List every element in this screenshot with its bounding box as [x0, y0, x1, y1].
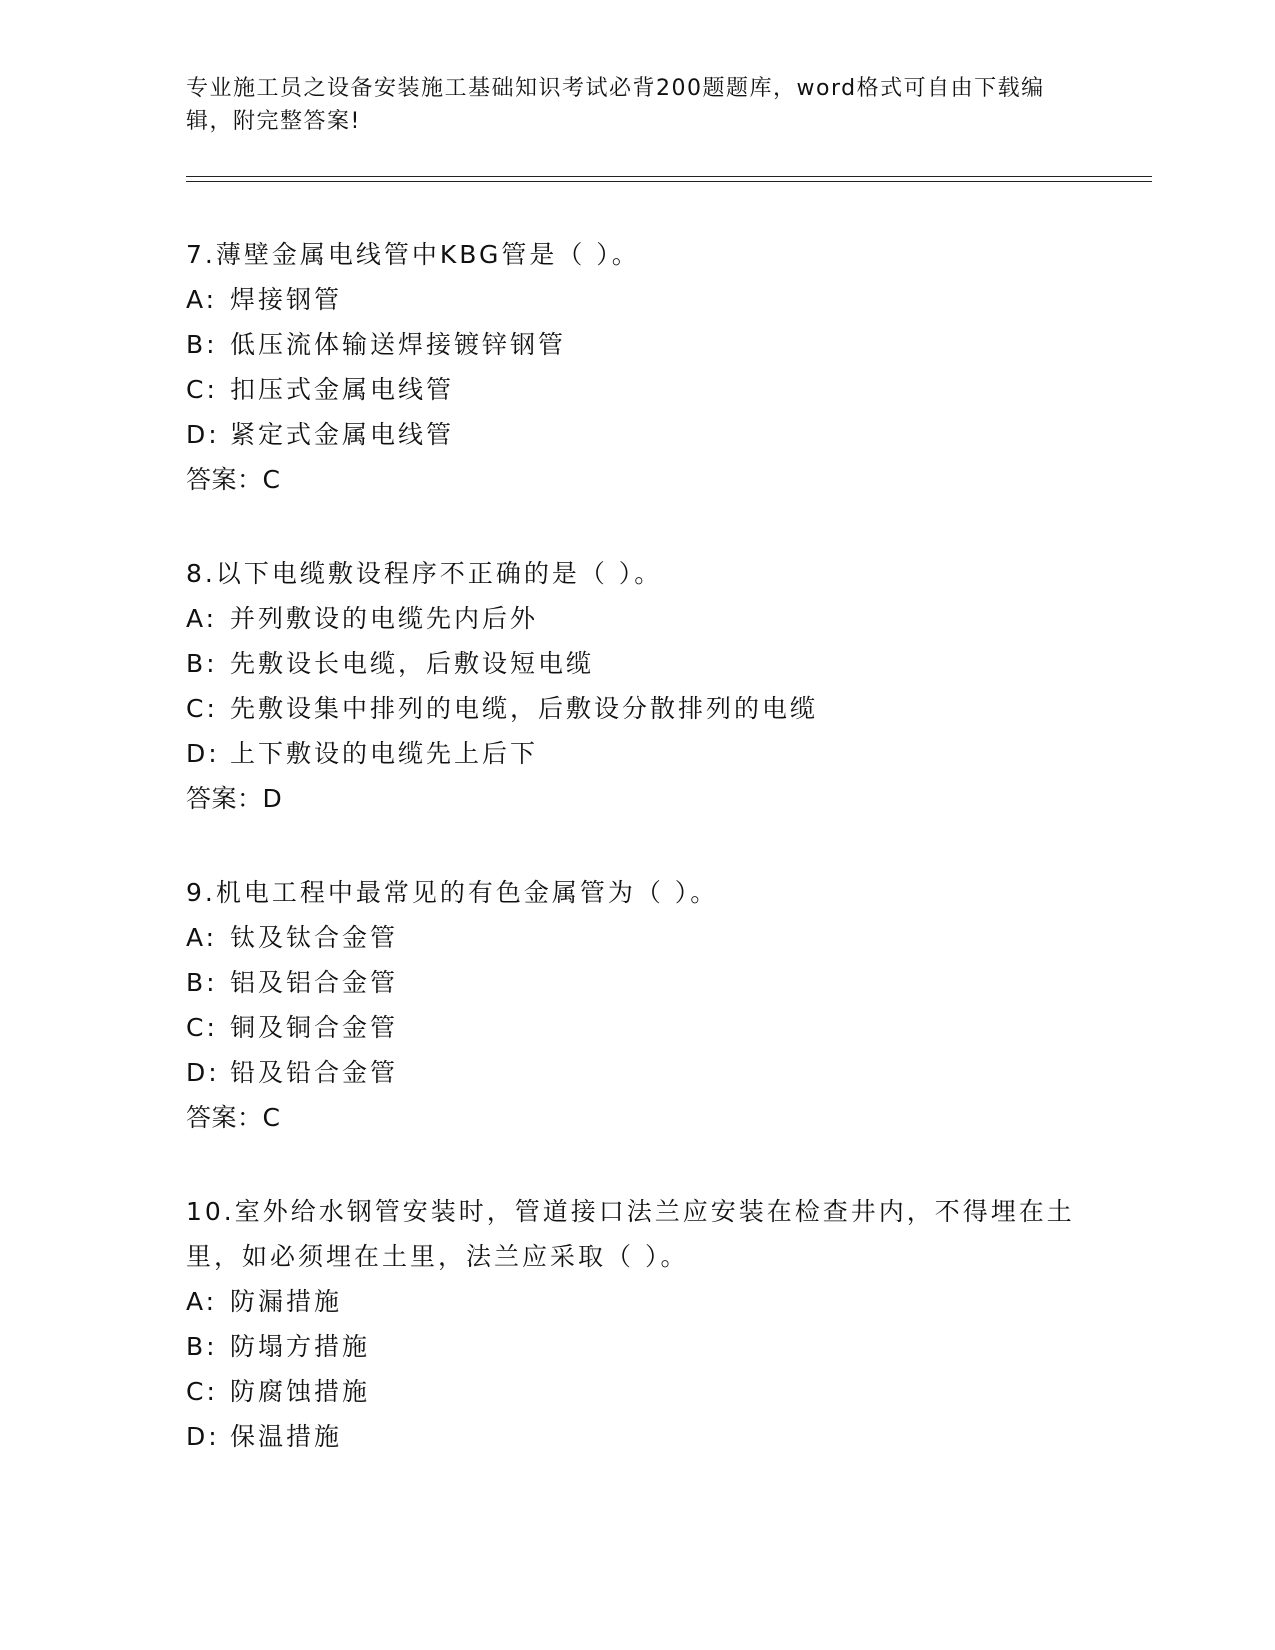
option-text: 焊接钢管 [230, 285, 343, 314]
option-letter: D: [186, 739, 220, 768]
option-d [186, 1050, 1086, 1095]
option-a [186, 915, 1086, 960]
option-text: 防漏措施 [230, 1287, 343, 1316]
option-text: 钛及钛合金管 [230, 923, 399, 952]
option-text: 防塌方措施 [230, 1332, 371, 1361]
option-letter: C: [186, 1377, 218, 1406]
option-c [186, 367, 1086, 412]
option-d [186, 731, 1086, 776]
question-stem: 10.室外给水钢管安装时，管道接口法兰应安装在检查井内，不得埋在土里，如必须埋在土里，法兰应采取（ ）。 [186, 1197, 1075, 1271]
option-text: 上下敷设的电缆先上后下 [230, 739, 539, 768]
option-letter: C: [186, 375, 218, 404]
option-letter: D: [186, 1422, 220, 1451]
option-text: 铅及铅合金管 [230, 1058, 399, 1087]
question-7 [186, 232, 1086, 502]
option-b [186, 641, 1086, 686]
option-a [186, 596, 1086, 641]
option-text: 先敷设集中排列的电缆，后敷设分散排列的电缆 [230, 694, 819, 723]
option-c [186, 1005, 1086, 1050]
option-letter: A: [186, 923, 218, 952]
question-stem: 9.机电工程中最常见的有色金属管为（ ）。 [186, 878, 719, 907]
option-letter: C: [186, 694, 218, 723]
option-d [186, 1414, 1086, 1459]
question-8 [186, 551, 1086, 821]
option-letter: C: [186, 1013, 218, 1042]
option-letter: A: [186, 285, 218, 314]
question-10 [186, 1189, 1086, 1459]
option-letter: D: [186, 420, 220, 449]
document-header: 专业施工员之设备安装施工基础知识考试必背200题题库，word格式可自由下载编辑，附完整答案! [186, 76, 1045, 134]
option-text: 铜及铜合金管 [230, 1013, 399, 1042]
option-text: 铝及铝合金管 [230, 968, 399, 997]
option-c [186, 1369, 1086, 1414]
option-text: 扣压式金属电线管 [230, 375, 455, 404]
question-9 [186, 870, 1086, 1140]
header-divider-top [186, 176, 1152, 177]
question-stem: 8.以下电缆敷设程序不正确的是（ ）。 [186, 559, 663, 588]
option-text: 并列敷设的电缆先内后外 [230, 604, 539, 633]
option-b [186, 960, 1086, 1005]
question-stem: 7.薄壁金属电线管中KBG管是（ ）。 [186, 240, 640, 269]
option-letter: A: [186, 604, 218, 633]
header-divider-bottom [186, 181, 1152, 182]
option-b [186, 1324, 1086, 1369]
option-c [186, 686, 1086, 731]
answer-line: 答案：C [186, 1103, 281, 1132]
option-letter: B: [186, 968, 218, 997]
option-a [186, 277, 1086, 322]
option-d [186, 412, 1086, 457]
option-text: 先敷设长电缆，后敷设短电缆 [230, 649, 595, 678]
option-a [186, 1279, 1086, 1324]
option-letter: A: [186, 1287, 218, 1316]
option-letter: B: [186, 1332, 218, 1361]
answer-line: 答案：C [186, 465, 281, 494]
option-text: 防腐蚀措施 [230, 1377, 371, 1406]
option-letter: B: [186, 649, 218, 678]
option-b [186, 322, 1086, 367]
option-text: 紧定式金属电线管 [230, 420, 455, 449]
option-text: 保温措施 [230, 1422, 343, 1451]
option-letter: D: [186, 1058, 220, 1087]
option-text: 低压流体输送焊接镀锌钢管 [230, 330, 567, 359]
answer-line: 答案：D [186, 784, 283, 813]
option-letter: B: [186, 330, 218, 359]
